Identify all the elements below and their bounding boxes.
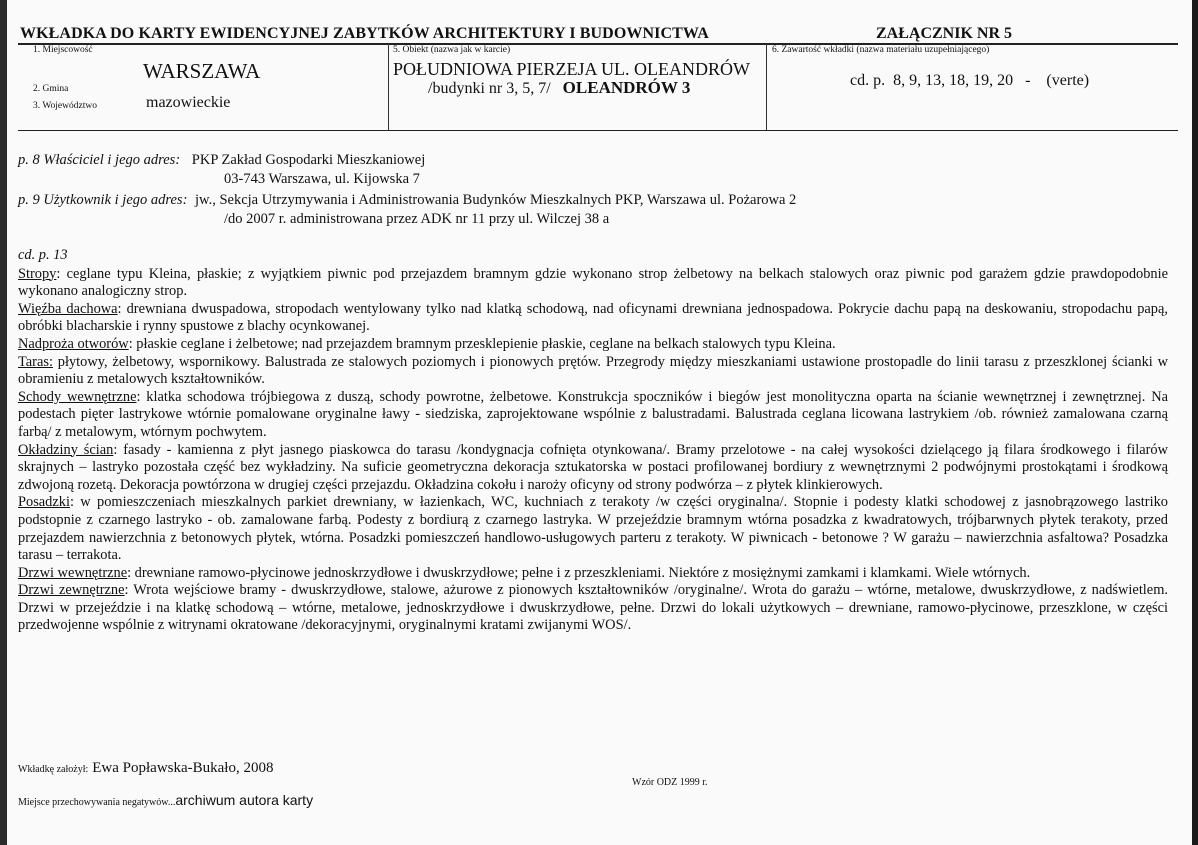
- owner-line-1: PKP Zakład Gospodarki Mieszkaniowej: [191, 152, 426, 168]
- paragraph-stropy: [18, 266, 1168, 301]
- paragraph-text: : fasady - kamienna z płyt jasnego piaskowca do tarasu /kondygnacja cofnięta otynkowana/. Bramy przelotowe - na całej wysokości dzielącego ją filara środkowego i filarów skrajnych – lastryko pozostała część bez wykładziny. Na suficie geometryczna dekoracja sztukatorska w postaci profilowanej bordiury z wewnętrznymi 2 podwójnymi prostokątami i środkową zdwojoną rozetą. Dekoracja powtórzona w drugiej części przejazdu. Okładzina cokołu i naroży oficyny od strony podwórza – z płytek klinkierowych.: [18, 441, 1168, 493]
- paragraph-term: Więźba dachowa: [18, 300, 118, 317]
- storage-label: Miejsce przechowywania negatywów...: [18, 797, 176, 808]
- owner-line-2: 03-743 Warszawa, ul. Kijowska 7: [224, 171, 420, 187]
- owner-row-2: [224, 171, 420, 188]
- paragraph-text: : ceglane typu Kleina, płaskie; z wyjątkiem piwnic pod przejazdem bramnym gdzie wykonano strop żelbetowy na belkach stalowych oraz piwnic pod garażem gdzie prawdopodobnie wykonano analogiczny strop.: [18, 265, 1168, 300]
- author-value: Ewa Popławska-Bukało, 2008: [92, 760, 274, 776]
- paragraph-term: Posadzki: [18, 494, 70, 511]
- paragraph-nadproza: [18, 336, 1168, 354]
- paragraph-text: : drewniana dwuspadowa, stropodach wentylowany tylko nad klatką schodową, nad oficynami drewniana jednospadowa. Pokrycie dachu papą na deskowaniu, stropodachu papą, obróbki blacharskie i rynny spustowe z blachy ocynkowanej.: [18, 300, 1168, 335]
- paragraph-text: : Wrota wejściowe bramy - dwuskrzydłowe, stalowe, ażurowe z pionowych kształtowników /oryginalne/. Wrota do garażu – wtórne, metalowe, dwuskrzydłowe, z nadświetlem. Drzwi w przejeździe i na klatkę schodową – wtórne, metalowe, jednoskrzydłowe i dwuskrzydłowe, pełne. Drzwi do lokali użytkowych – drewniane, ramowo-płycinowe, przeszklone, w części przedwojenne wspólnie z witrynami okratowane /dekoracyjnymi, oryginalnymi kratami zwijanymi WOS/.: [18, 582, 1168, 634]
- paragraph-taras: [18, 354, 1168, 389]
- author-label: Wkładkę założył:: [18, 764, 89, 775]
- zawartosc-value: cd. p. 8, 9, 13, 18, 19, 20 - (verte): [850, 72, 1090, 89]
- obiekt-buildings: [428, 78, 690, 98]
- paragraph-term: Taras:: [18, 353, 53, 370]
- user-row-2: [224, 211, 609, 228]
- paragraph-term: Nadproża otworów: [18, 335, 129, 352]
- description-body: [18, 247, 1168, 635]
- paragraph-term: Drzwi wewnętrzne: [18, 564, 128, 581]
- wojewodztwo-value: mazowieckie: [146, 94, 231, 111]
- column-divider-2: [766, 44, 767, 130]
- section-heading: cd. p. 13: [18, 247, 68, 263]
- obiekt-address: OLEANDRÓW 3: [562, 78, 691, 97]
- annex-number: ZAŁĄCZNIK NR 5: [876, 25, 1013, 42]
- paragraph-text: : klatka schodowa trójbiegowa z duszą, schody powrotne, żelbetowe. Konstrukcja spoczników i biegów jest monolityczna oparta na ścianie wewnętrznej i zewnętrznej. Na podestach pięter lastrykowe wtórnie pomalowane oryginalne ławy - siedziska, zaprojektowane wspólnie z balustradami. Balustrada ceglana licowana lastrykiem /ob. również zamalowana czarną farbą/ z metalowym, wtórnym pochwytem.: [18, 388, 1168, 440]
- paragraph-okladziny: [18, 442, 1168, 495]
- owner-row-1: [18, 152, 425, 169]
- paragraph-text: płytowy, żelbetowy, wspornikowy. Balustrada ze stalowych poziomych i pionowych prętów. Przegrody między mieszkaniami ustawione prostopadle do linii tarasu z przeszklonej ścianki w obramieniu z metalowych kształtowników.: [18, 353, 1168, 388]
- header-top-rule: [18, 43, 1178, 45]
- obiekt-name: POŁUDNIOWA PIERZEJA UL. OLEANDRÓW: [393, 59, 750, 79]
- obiekt-label: 5. Obiekt (nazwa jak w karcie): [393, 45, 511, 55]
- owner-label: p. 8 Właściciel i jego adres:: [18, 152, 181, 168]
- wojewodztwo-label: 3. Województwo: [33, 101, 97, 111]
- user-label: p. 9 Użytkownik i jego adres:: [18, 192, 188, 208]
- paragraph-schody: [18, 389, 1168, 442]
- author-line: [18, 759, 273, 777]
- paragraph-term: Schody wewnętrzne: [18, 388, 137, 405]
- miejscowosc-label: 1. Miejscowość: [33, 45, 93, 55]
- paragraph-posadzki: [18, 494, 1168, 564]
- gmina-label: 2. Gmina: [33, 84, 69, 94]
- zawartosc-label: 6. Zawartość wkładki (nazwa materiału uzupełniającego): [772, 45, 990, 55]
- user-line-1: jw., Sekcja Utrzymywania i Administrowania Budynków Mieszkalnych PKP, Warszawa ul. Pożarowa 2: [195, 192, 797, 208]
- user-row-1: [18, 192, 796, 209]
- scan-edge-left: [0, 0, 7, 845]
- column-divider-1: [388, 44, 389, 130]
- paragraph-drzwi-zewnetrzne: [18, 582, 1168, 635]
- storage-line: [18, 792, 313, 810]
- paragraph-text: : drewniane ramowo-płycinowe jednoskrzydłowe i dwuskrzydłowe; pełne i z przeszkleniami. Niektóre z mosiężnymi zamkami i klamkami. Wiele wtórnych.: [127, 564, 1031, 581]
- paragraph-wiezba: [18, 301, 1168, 336]
- paragraph-term: Okładziny ścian: [18, 441, 114, 458]
- paragraph-term: Stropy: [18, 265, 57, 282]
- paragraph-drzwi-wewnetrzne: [18, 565, 1168, 583]
- template-version: Wzór ODZ 1999 r.: [632, 777, 708, 788]
- header-bottom-rule: [18, 130, 1178, 131]
- scan-edge-right: [1192, 0, 1198, 845]
- paragraph-term: Drzwi zewnętrzne: [18, 582, 125, 599]
- paragraph-text: : płaskie ceglane i żelbetowe; nad przejazdem bramnym przesklepienie płaskie, ceglane na belkach stalowych typu Kleina.: [128, 335, 836, 352]
- obiekt-buildings-numbers: /budynki nr 3, 5, 7/: [428, 80, 551, 97]
- paragraph-text: : w pomieszczeniach mieszkalnych parkiet drewniany, w łazienkach, WC, kuchniach z terakoty /w części oryginalna/. Stopnie i podesty klatki schodowej z jasnobrązowego lastriko podstopnie z czarnego lastryko - ob. zamalowane farbą. Podesty z bordiurą z czarnego lastryka. W przejeździe bramnym wtórna posadzka z kwadratowych, trójbarwnych płytek terakoty, przed przejazdem nawierzchnia z betonowych płytek, wtórna. Posadzki pomieszczeń handlowo-usługowych parteru z terakoty. W piwnicach - betonowe ? W garażu – nawierzchnia asfaltowa? Posadzka tarasu – terrakota.: [18, 494, 1168, 564]
- form-title: WKŁADKA DO KARTY EWIDENCYJNEJ ZABYTKÓW ARCHITEKTURY I BUDOWNICTWA: [20, 25, 709, 42]
- storage-value: archiwum autora karty: [175, 792, 314, 808]
- user-line-2: /do 2007 r. administrowana przez ADK nr 11 przy ul. Wilczej 38 a: [224, 211, 610, 227]
- miejscowosc-value: WARSZAWA: [143, 59, 261, 83]
